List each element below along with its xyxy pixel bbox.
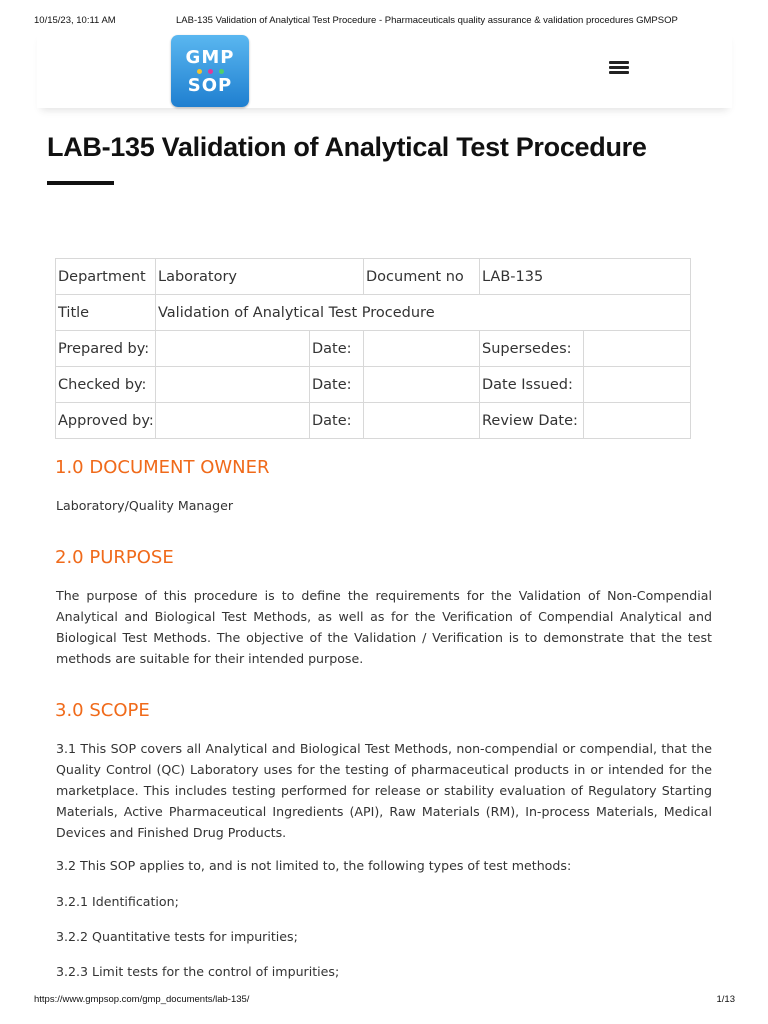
date-label: Date: [310, 331, 364, 367]
date-value [364, 403, 480, 439]
scope-paragraph-3-1: 3.1 This SOP covers all Analytical and Biological Test Methods, non-compendial or compendial, that the Quality Control (QC) Laboratory uses for the testing of pharmaceutical products in or intended for the marketplace. This includes testing performed for release or stability evaluation of Regulatory Starting Materials, Active Pharmaceutical Ingredients (API), Raw Materials (RM), In-process Materials, Medical Devices and Finished Drug Products. [56, 741, 712, 840]
section-heading-scope: 3.0 SCOPE [55, 700, 150, 721]
checked-by-label: Checked by: [56, 367, 156, 403]
department-value: Laboratory [156, 259, 364, 295]
table-row [56, 367, 691, 403]
logo-dots [171, 69, 249, 74]
site-header [37, 30, 732, 108]
title-underline [47, 181, 114, 185]
department-label: Department [56, 259, 156, 295]
logo-text-sop: SOP [187, 75, 233, 96]
date-label: Date: [310, 403, 364, 439]
logo-dot [208, 69, 213, 74]
logo-dot [197, 69, 202, 74]
review-date-value [584, 403, 691, 439]
page-title: LAB-135 Validation of Analytical Test Procedure [47, 132, 647, 162]
title-label: Title [56, 295, 156, 331]
logo-dot [219, 69, 224, 74]
document-info-table [55, 258, 691, 439]
document-no-value: LAB-135 [480, 259, 691, 295]
print-datetime: 10/15/23, 10:11 AM [34, 15, 116, 26]
table-row [56, 403, 691, 439]
checked-by-value [156, 367, 310, 403]
print-page-title: LAB-135 Validation of Analytical Test Procedure - Pharmaceuticals quality assurance & validation procedures GMPSOP [176, 15, 678, 26]
section-heading-document-owner: 1.0 DOCUMENT OWNER [55, 457, 270, 478]
date-issued-value [584, 367, 691, 403]
supersedes-value [584, 331, 691, 367]
approved-by-value [156, 403, 310, 439]
purpose-text: The purpose of this procedure is to define the requirements for the Validation of Non-Compendial Analytical and Biological Test Methods, as well as for the Verification of Compendial Analytical and Biological Test Methods. The objective of the Validation / Verification is to demonstrate that the test methods are suitable for their intended purpose. [56, 588, 712, 666]
prepared-by-value [156, 331, 310, 367]
table-row [56, 331, 691, 367]
gmpsop-logo[interactable] [171, 35, 249, 107]
logo-text-gmp: GMP [185, 47, 235, 68]
table-row [56, 259, 691, 295]
table-row [56, 295, 691, 331]
date-value [364, 367, 480, 403]
hamburger-menu-icon[interactable] [609, 61, 629, 75]
section-heading-purpose: 2.0 PURPOSE [55, 547, 174, 568]
document-no-label: Document no [364, 259, 480, 295]
scope-item-3-2-3: 3.2.3 Limit tests for the control of impurities; [56, 964, 340, 979]
prepared-by-label: Prepared by: [56, 331, 156, 367]
date-value [364, 331, 480, 367]
date-issued-label: Date Issued: [480, 367, 584, 403]
print-page-number: 1/13 [716, 994, 735, 1005]
print-url: https://www.gmpsop.com/gmp_documents/lab-135/ [34, 994, 250, 1005]
document-owner-text: Laboratory/Quality Manager [56, 498, 234, 513]
date-label: Date: [310, 367, 364, 403]
scope-paragraph-3-2: 3.2 This SOP applies to, and is not limited to, the following types of test methods: [56, 858, 572, 873]
scope-item-3-2-2: 3.2.2 Quantitative tests for impurities; [56, 929, 298, 944]
review-date-label: Review Date: [480, 403, 584, 439]
approved-by-label: Approved by: [56, 403, 156, 439]
supersedes-label: Supersedes: [480, 331, 584, 367]
scope-item-3-2-1: 3.2.1 Identification; [56, 894, 179, 909]
title-value: Validation of Analytical Test Procedure [156, 295, 691, 331]
